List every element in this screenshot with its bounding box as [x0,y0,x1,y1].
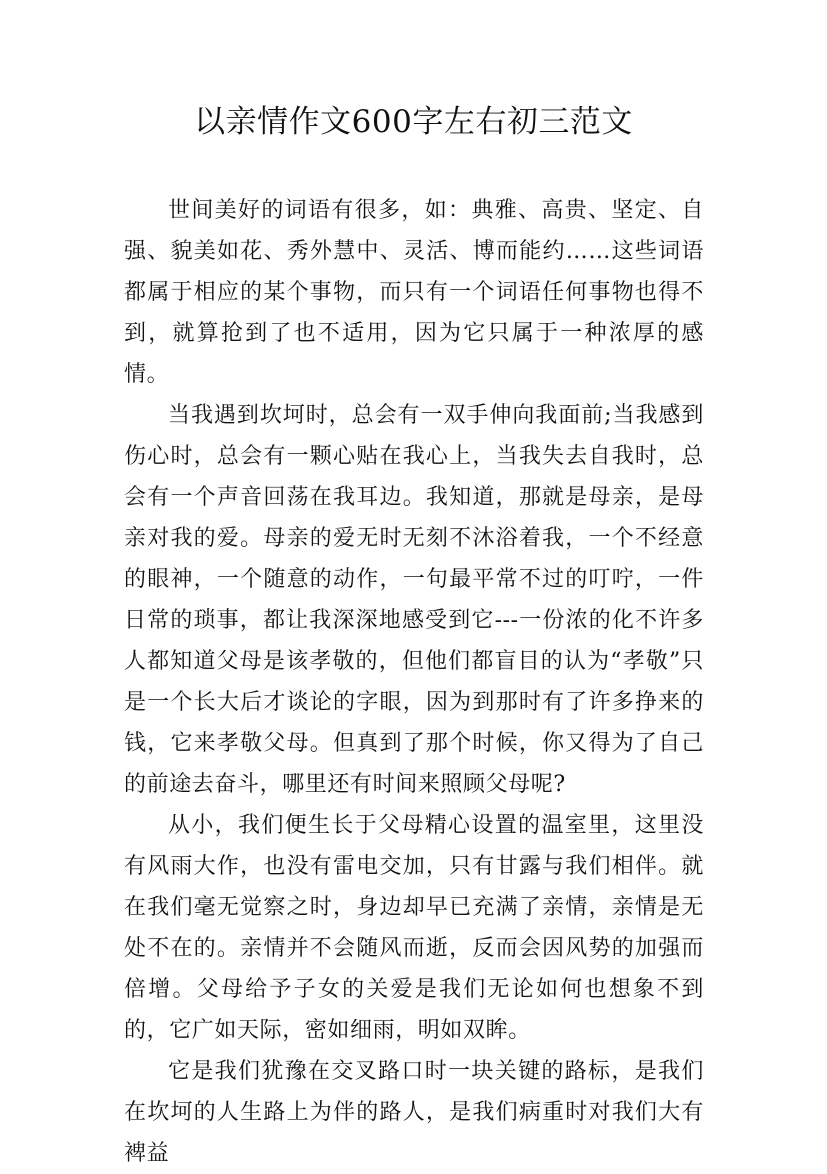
document-body [124,190,704,1174]
paragraph-4: 它是我们犹豫在交叉路口时一块关键的路标，是我们在坎坷的人生路上为伴的路人，是我们病重时对我们大有裨益 [124,1059,704,1166]
paragraph-3: 从小，我们便生长于父母精心设置的温室里，这里没有风雨大作，也没有雷电交加，只有甘露与我们相伴。就在我们毫无觉察之时，身边却早已充满了亲情，亲情是无处不在的。亲情并不会随风而逝，反而会因风势的加强而倍增。父母给予子女的关爱是我们无论如何也想象不到的，它广如天际，密如细雨，明如双眸。 [124,813,704,1043]
document-title: 以亲情作文600字左右初三范文 [194,104,633,140]
paragraph-2: 当我遇到坎坷时，总会有一双手伸向我面前;当我感到伤心时，总会有一颗心贴在我心上，当我失去自我时，总会有一个声音回荡在我耳边。我知道，那就是母亲，是母亲对我的爱。母亲的爱无时无刻不沐浴着我，一个不经意的眼神，一个随意的动作，一句最平常不过的叮咛，一件日常的琐事，都让我深深地感受到它---一份浓的化不许多人都知道父母是该孝敬的，但他们都盲目的认为“孝敬”只是一个长大后才谈论的字眼，因为到那时有了许多挣来的钱，它来孝敬父母。但真到了那个时候，你又得为了自己的前途去奋斗，哪里还有时间来照顾父母呢? [124,403,704,797]
paragraph-1: 世间美好的词语有很多，如：典雅、高贵、坚定、自强、貌美如花、秀外慧中、灵活、博而能约……这些词语都属于相应的某个事物，而只有一个词语任何事物也得不到，就算抢到了也不适用，因为它只属于一种浓厚的感情。 [124,198,704,387]
